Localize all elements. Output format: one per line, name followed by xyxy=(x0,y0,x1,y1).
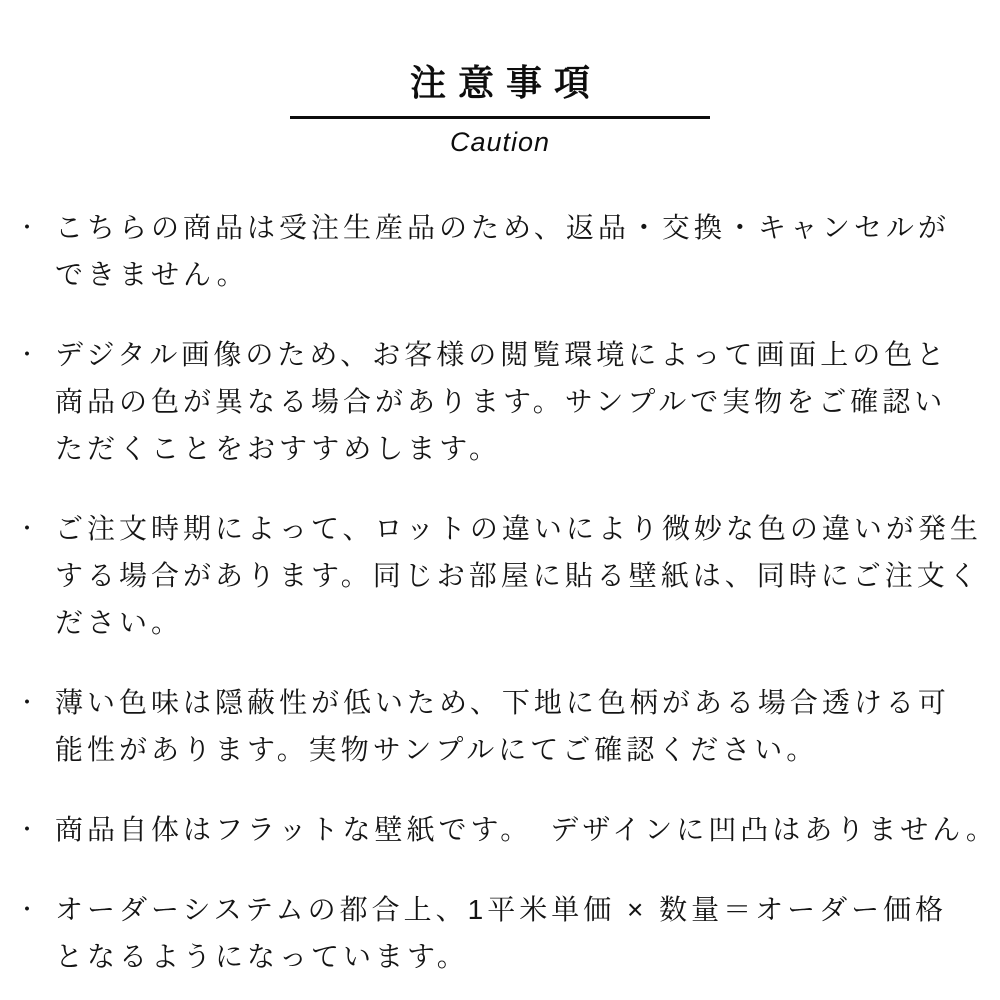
note-text xyxy=(55,886,980,980)
note-item-order-pricing xyxy=(14,886,980,980)
note-text-line: する場合があります。同じお部屋に貼る壁紙は、同時にご注文く xyxy=(55,560,981,592)
note-text-line: 薄い色味は隠蔽性が低いため、下地に色柄がある場合透ける可 xyxy=(55,687,950,719)
bullet-dot: ・ xyxy=(16,897,43,923)
note-text xyxy=(55,331,980,472)
note-item-digital-color xyxy=(14,331,980,472)
note-text-line: ただくことをおすすめします。 xyxy=(55,433,502,465)
note-item-returns xyxy=(14,204,980,298)
bullet-dot: ・ xyxy=(16,342,43,368)
bullet-dot: ・ xyxy=(16,817,43,843)
bullet-dot: ・ xyxy=(16,690,43,716)
note-text xyxy=(55,204,980,298)
bullet-dot: ・ xyxy=(16,516,43,542)
note-text-line: 能性があります。実物サンプルにてご確認ください。 xyxy=(55,734,819,766)
note-text-line: 商品自体はフラットな壁紙です。 デザインに凹凸はありません。 xyxy=(55,814,998,846)
note-text-line: できません。 xyxy=(55,259,249,291)
note-item-flat-design xyxy=(14,806,998,853)
note-item-opacity xyxy=(14,679,980,773)
note-text-line: ださい。 xyxy=(55,607,184,639)
note-item-lot-difference xyxy=(14,505,980,646)
title-underline xyxy=(290,116,710,119)
bullet-dot: ・ xyxy=(16,215,43,241)
note-text-line: デジタル画像のため、お客様の閲覧環境によって画面上の色と xyxy=(55,339,949,371)
note-text xyxy=(55,679,980,773)
note-text-line: ご注文時期によって、ロットの違いにより微妙な色の違いが発生 xyxy=(55,513,982,545)
note-text-line: こちらの商品は受注生産品のため、返品・交換・キャンセルが xyxy=(55,212,950,244)
caution-header xyxy=(0,60,1000,158)
page-title: 注意事項 xyxy=(409,62,602,103)
note-text-line: オーダーシステムの都合上、1平米単価 × 数量＝オーダー価格 xyxy=(55,894,948,926)
note-text-line: 商品の色が異なる場合があります。サンプルで実物をご確認い xyxy=(55,386,947,418)
notes-list xyxy=(0,204,1000,980)
note-text xyxy=(55,806,998,853)
note-text xyxy=(55,505,982,646)
page-subtitle: Caution xyxy=(449,127,551,157)
note-text-line: となるようになっています。 xyxy=(55,941,469,973)
